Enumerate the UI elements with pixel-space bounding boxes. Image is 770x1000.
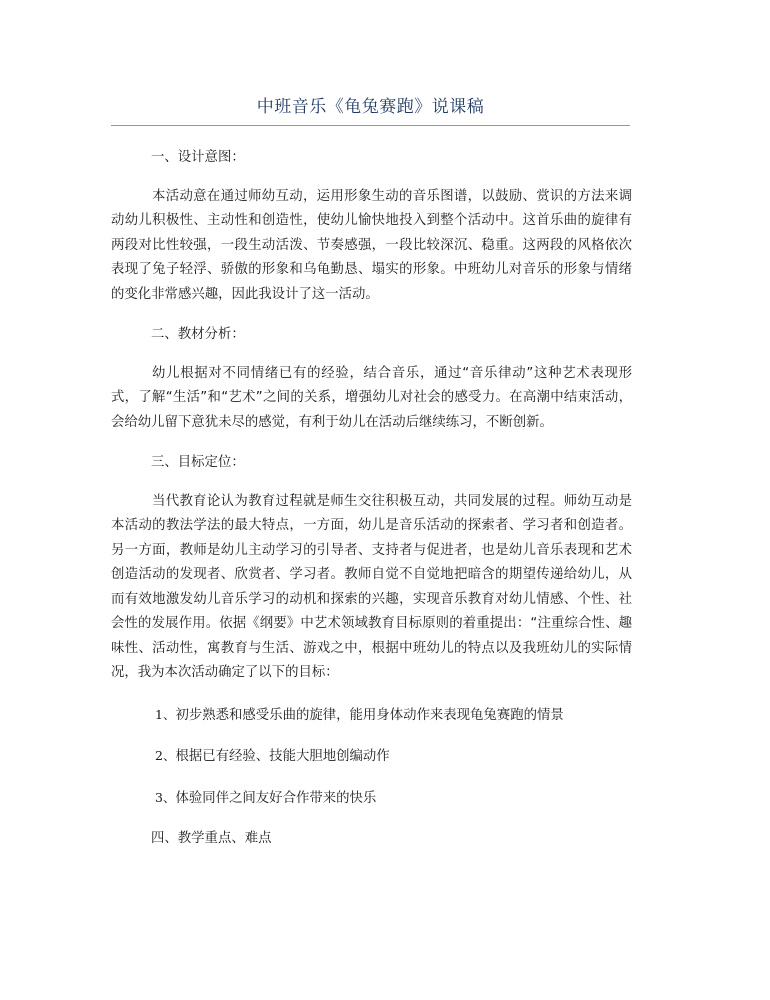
paragraph-design-intent: 本活动意在通过师幼互动，运用形象生动的音乐图谱，以鼓励、赏识的方法来调动幼儿积极性、主动性和创造性，使幼儿愉快地投入到整个活动中。这首乐曲的旋律有两段对比性较强，一段生动活泼、节奏感强，一段比较深沉、稳重。这两段的风格依次表现了兔子轻浮、骄傲的形象和乌龟勤恳、塌实的形象。中班幼儿对音乐的形象与情绪的变化非常感兴趣，因此我设计了这一活动。	[111, 188, 632, 302]
spacer	[111, 307, 632, 323]
goal-item	[111, 786, 632, 812]
section-heading-key-points: 四、教学重点、难点	[151, 831, 272, 846]
spacer	[111, 728, 632, 744]
spacer	[111, 686, 632, 703]
goal-number: 2、	[155, 748, 176, 763]
spacer	[111, 770, 632, 786]
spacer	[111, 811, 632, 827]
document-body	[111, 146, 632, 852]
spacer	[111, 171, 632, 185]
title-underline	[111, 125, 630, 126]
goal-number: 1、	[155, 706, 176, 722]
spacer	[111, 476, 632, 490]
section-heading-material-analysis: 二、教材分析：	[151, 327, 245, 342]
goal-text: 体验同伴之间友好合作带来的快乐	[175, 790, 377, 806]
section-heading-goal-positioning: 三、目标定位：	[151, 455, 245, 470]
section-heading-design-intent: 一、设计意图：	[151, 150, 245, 165]
spacer	[111, 348, 632, 362]
goal-item	[111, 744, 632, 770]
document-title: 中班音乐《龟兔赛跑》说课稿	[256, 97, 485, 117]
goal-text: 根据已有经验、技能大胆地创编动作	[175, 749, 390, 764]
goal-number: 3、	[155, 789, 176, 805]
paragraph-material-analysis: 幼儿根据对不同情绪已有的经验，结合音乐，通过“音乐律动”这种艺术表现形式，了解“生活”和“艺术”之间的关系，增强幼儿对社会的感受力。在高潮中结束活动，会给幼儿留下意犹未尽的感觉，有利于幼儿在活动后继续练习，不断创新。	[111, 365, 632, 430]
goal-text: 初步熟悉和感受乐曲的旋律，能用身体动作来表现龟兔赛跑的情景	[175, 707, 564, 723]
goal-item	[111, 703, 632, 729]
paragraph-goal-positioning: 当代教育论认为教育过程就是师生交往积极互动，共同发展的过程。师幼互动是本活动的教法学法的最大特点，一方面，幼儿是音乐活动的探索者、学习者和创造者。另一方面，教师是幼儿主动学习的引导者、支持者与促进者，也是幼儿音乐表现和艺术创造活动的发现者、欣赏者、学习者。教师自觉不自觉地把暗含的期望传递给幼儿，从而有效地激发幼儿音乐学习的动机和探索的兴趣，实现音乐教育对幼儿情感、个性、社会性的发展作用。依据《纲要》中艺术领域教育目标原则的着重提出：“注重综合性、趣味性、活动性，寓教育与生活、游戏之中，根据中班幼儿的特点以及我班幼儿的实际情况，我为本次活动确定了以下的目标：	[111, 493, 632, 680]
spacer	[111, 435, 632, 451]
